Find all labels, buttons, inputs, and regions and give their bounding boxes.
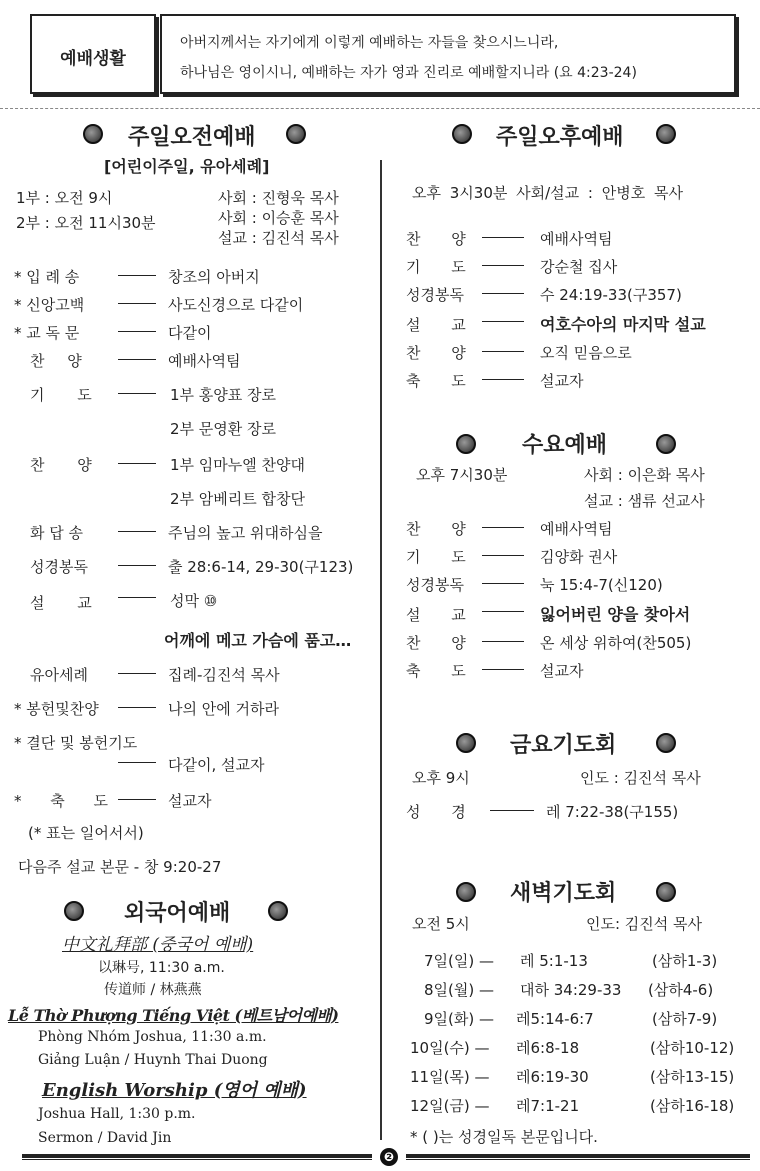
order-value: 2부 문영환 장로: [170, 420, 277, 438]
order-label: 찬 양: [406, 634, 466, 652]
order-value: 1부 홍양표 장로: [170, 386, 277, 404]
dawn-day: 8일(월) —: [424, 981, 494, 999]
dawn-day: 7일(일) —: [424, 952, 494, 970]
next-sermon: 다음주 설교 본문 - 창 9:20-27: [18, 858, 222, 876]
order-label: * 신앙고백: [14, 296, 85, 314]
bullet-circle-icon: [286, 124, 306, 144]
order-value: 온 세상 위하여(찬505): [540, 634, 692, 652]
order-label: 설 교: [406, 606, 466, 624]
order-label: * 교 독 문: [14, 324, 80, 342]
standing-note: (* 표는 일어서서): [28, 824, 144, 842]
bullet-circle-icon: [83, 124, 103, 144]
dash-line: [118, 597, 156, 598]
footer-rule-left: [22, 1154, 372, 1160]
dawn-ref: (삼하10-12): [650, 1039, 735, 1057]
wednesday-host: 사회 : 이은화 목사: [584, 466, 705, 484]
dawn-text: 대하 34:29-33: [520, 981, 622, 999]
order-value: 눅 15:4-7(신120): [540, 576, 663, 594]
bullet-circle-icon: [656, 124, 676, 144]
dash-line: [482, 321, 524, 322]
dash-line: [118, 707, 156, 708]
order-label: 설 교: [406, 316, 466, 334]
dawn-title: 새벽기도회: [510, 881, 617, 906]
dawn-day: 11일(목) —: [410, 1068, 490, 1086]
wednesday-sermon: 잃어버린 양을 찾아서: [540, 605, 691, 624]
bullet-circle-icon: [64, 901, 84, 921]
dash-line: [482, 237, 524, 238]
service-2-time: 2부 : 오전 11시30분: [16, 214, 156, 232]
order-label: 성경봉독: [406, 576, 464, 594]
chinese-line-1: 以琳号, 11:30 a.m.: [98, 960, 225, 976]
sunday-am-subtitle: [어린이주일, 유아세례]: [104, 157, 270, 176]
dash-line: [118, 762, 156, 763]
dawn-day: 9일(화) —: [424, 1010, 494, 1028]
sunday-pm-sermon: 여호수아의 마지막 설교: [540, 315, 706, 334]
friday-scripture: 레 7:22-38(구155): [546, 803, 679, 821]
dash-line: [482, 265, 524, 266]
dash-line: [118, 393, 156, 394]
order-label: 축 도: [406, 662, 466, 680]
dash-line: [118, 359, 156, 360]
dash-line: [118, 463, 156, 464]
dawn-ref: (삼하16-18): [650, 1097, 735, 1115]
page-number: ❷: [380, 1148, 398, 1166]
wednesday-preacher: 설교 : 샘류 선교사: [584, 492, 705, 510]
host-1: 사회 : 진형욱 목사: [218, 189, 339, 207]
viet-title: Lễ Thờ Phượng Tiếng Việt (베트남어예배): [8, 1006, 339, 1025]
dawn-ref: (삼하7-9): [652, 1010, 718, 1028]
sermon-title: 어깨에 메고 가슴에 품고…: [164, 631, 352, 650]
order-label: 찬 양: [406, 230, 466, 248]
order-value: 강순철 집사: [540, 258, 618, 276]
order-value: 주님의 높고 위대하심을: [168, 524, 323, 542]
friday-time: 오후 9시: [412, 769, 470, 787]
dash-line: [482, 669, 524, 670]
english-title: English Worship (영어 예배): [42, 1080, 307, 1101]
dawn-text: 레6:19-30: [516, 1068, 589, 1086]
order-value: 김양화 권사: [540, 548, 618, 566]
order-value: 예배사역팀: [540, 230, 613, 248]
header-divider: [0, 108, 760, 109]
dawn-ref: (삼하4-6): [648, 981, 714, 999]
order-label: 화 답 송: [30, 524, 84, 542]
order-value: 오직 믿음으로: [540, 344, 632, 362]
order-value: 예배사역팀: [168, 352, 241, 370]
order-label: 기 도: [406, 548, 466, 566]
order-label: 설 교: [30, 594, 92, 612]
order-value: 1부 임마누엘 찬양대: [170, 456, 306, 474]
order-label: * 입 례 송: [14, 268, 80, 286]
dawn-leader: 인도: 김진석 목사: [586, 915, 703, 933]
dawn-day: 12일(금) —: [410, 1097, 490, 1115]
chinese-title: 中文礼拜部 (중국어 예배): [62, 935, 254, 955]
column-divider: [380, 160, 382, 1140]
chinese-line-2: 传道师 / 林燕燕: [104, 982, 202, 998]
order-value: 성막 ⑩: [170, 592, 218, 610]
dash-line: [482, 583, 524, 584]
order-label: 유아세례: [30, 666, 88, 684]
order-label: 찬 양: [30, 456, 92, 474]
order-value: 집례-김진석 목사: [168, 666, 280, 684]
dash-line: [482, 379, 524, 380]
order-value: 사도신경으로 다같이: [168, 296, 304, 314]
dash-line: [482, 351, 524, 352]
dash-line: [482, 641, 524, 642]
bullet-circle-icon: [656, 882, 676, 902]
sunday-pm-time-host: 오후 3시30분 사회/설교 : 안병호 목사: [412, 184, 683, 202]
friday-title: 금요기도회: [510, 733, 617, 758]
friday-leader: 인도 : 김진석 목사: [580, 769, 701, 787]
order-value: 설교자: [540, 662, 584, 680]
english-line-1: Joshua Hall, 1:30 p.m.: [38, 1106, 196, 1122]
dash-line: [118, 303, 156, 304]
verse-line-2: 하나님은 영이시니, 예배하는 자가 영과 진리로 예배할지니라 (요 4:23-24): [180, 65, 637, 81]
order-value: 2부 암베리트 합창단: [170, 490, 306, 508]
host-2: 사회 : 이승훈 목사: [218, 209, 339, 227]
dawn-time: 오전 5시: [412, 915, 470, 933]
dash-line: [482, 555, 524, 556]
order-value: 다같이, 설교자: [168, 756, 265, 774]
order-label: 성경봉독: [30, 558, 88, 576]
verse-box: [160, 14, 736, 94]
dawn-day: 10일(수) —: [410, 1039, 490, 1057]
order-label: 축 도: [406, 372, 466, 390]
viet-line-1: Phòng Nhóm Joshua, 11:30 a.m.: [38, 1029, 267, 1045]
bullet-circle-icon: [656, 733, 676, 753]
footer-rule-right: [406, 1154, 750, 1160]
dawn-text: 레6:8-18: [516, 1039, 580, 1057]
order-label: 찬 양: [406, 344, 466, 362]
order-value: 예배사역팀: [540, 520, 613, 538]
order-value: 나의 안에 거하라: [168, 700, 279, 718]
dash-line: [482, 611, 524, 612]
dawn-text: 레7:1-21: [516, 1097, 580, 1115]
order-label: 기 도: [30, 386, 92, 404]
dawn-ref: (삼하13-15): [650, 1068, 735, 1086]
dash-line: [118, 565, 156, 566]
verse-line-1: 아버지께서는 자기에게 이렇게 예배하는 자들을 찾으시느니라,: [180, 35, 559, 51]
bullet-circle-icon: [456, 733, 476, 753]
order-value: 출 28:6-14, 29-30(구123): [168, 558, 354, 576]
order-label: * 축 도: [14, 792, 109, 810]
service-1-time: 1부 : 오전 9시: [16, 189, 113, 207]
dawn-text: 레 5:1-13: [520, 952, 588, 970]
viet-line-2: Giảng Luận / Huynh Thai Duong: [38, 1052, 268, 1068]
wednesday-title: 수요예배: [522, 433, 608, 458]
order-value: 설교자: [168, 792, 212, 810]
wednesday-time: 오후 7시30분: [416, 466, 508, 484]
sunday-am-title: 주일오전예배: [128, 125, 256, 150]
dash-line: [118, 799, 156, 800]
dash-line: [118, 531, 156, 532]
section-label: 예배생활: [60, 49, 126, 69]
foreign-title: 외국어예배: [124, 901, 231, 926]
dawn-note: * ( )는 성경일독 본문입니다.: [410, 1128, 598, 1146]
order-value: 창조의 아버지: [168, 268, 260, 286]
sunday-pm-title: 주일오후예배: [496, 125, 624, 150]
dash-line: [482, 527, 524, 528]
order-label: 기 도: [406, 258, 466, 276]
english-line-2: Sermon / David Jin: [38, 1130, 172, 1146]
bullet-circle-icon: [456, 434, 476, 454]
preacher: 설교 : 김진석 목사: [218, 229, 339, 247]
dawn-text: 레5:14-6:7: [516, 1010, 594, 1028]
order-label: * 결단 및 봉헌기도: [14, 734, 138, 752]
bullet-circle-icon: [656, 434, 676, 454]
order-label: * 봉헌및찬양: [14, 700, 99, 718]
order-value: 설교자: [540, 372, 584, 390]
bullet-circle-icon: [456, 882, 476, 902]
bullet-circle-icon: [452, 124, 472, 144]
order-label: 찬 양: [406, 520, 466, 538]
section-label-box: [30, 14, 156, 94]
order-value: 수 24:19-33(구357): [540, 286, 682, 304]
order-value: 다같이: [168, 324, 212, 342]
order-label: 찬 양: [30, 352, 82, 370]
dash-line: [118, 331, 156, 332]
order-label: 성경봉독: [406, 286, 464, 304]
dash-line: [118, 673, 156, 674]
dash-line: [118, 275, 156, 276]
dawn-ref: (삼하1-3): [652, 952, 718, 970]
friday-scripture-label: 성 경: [406, 803, 466, 821]
bullet-circle-icon: [268, 901, 288, 921]
dash-line: [490, 810, 534, 811]
dash-line: [482, 293, 524, 294]
